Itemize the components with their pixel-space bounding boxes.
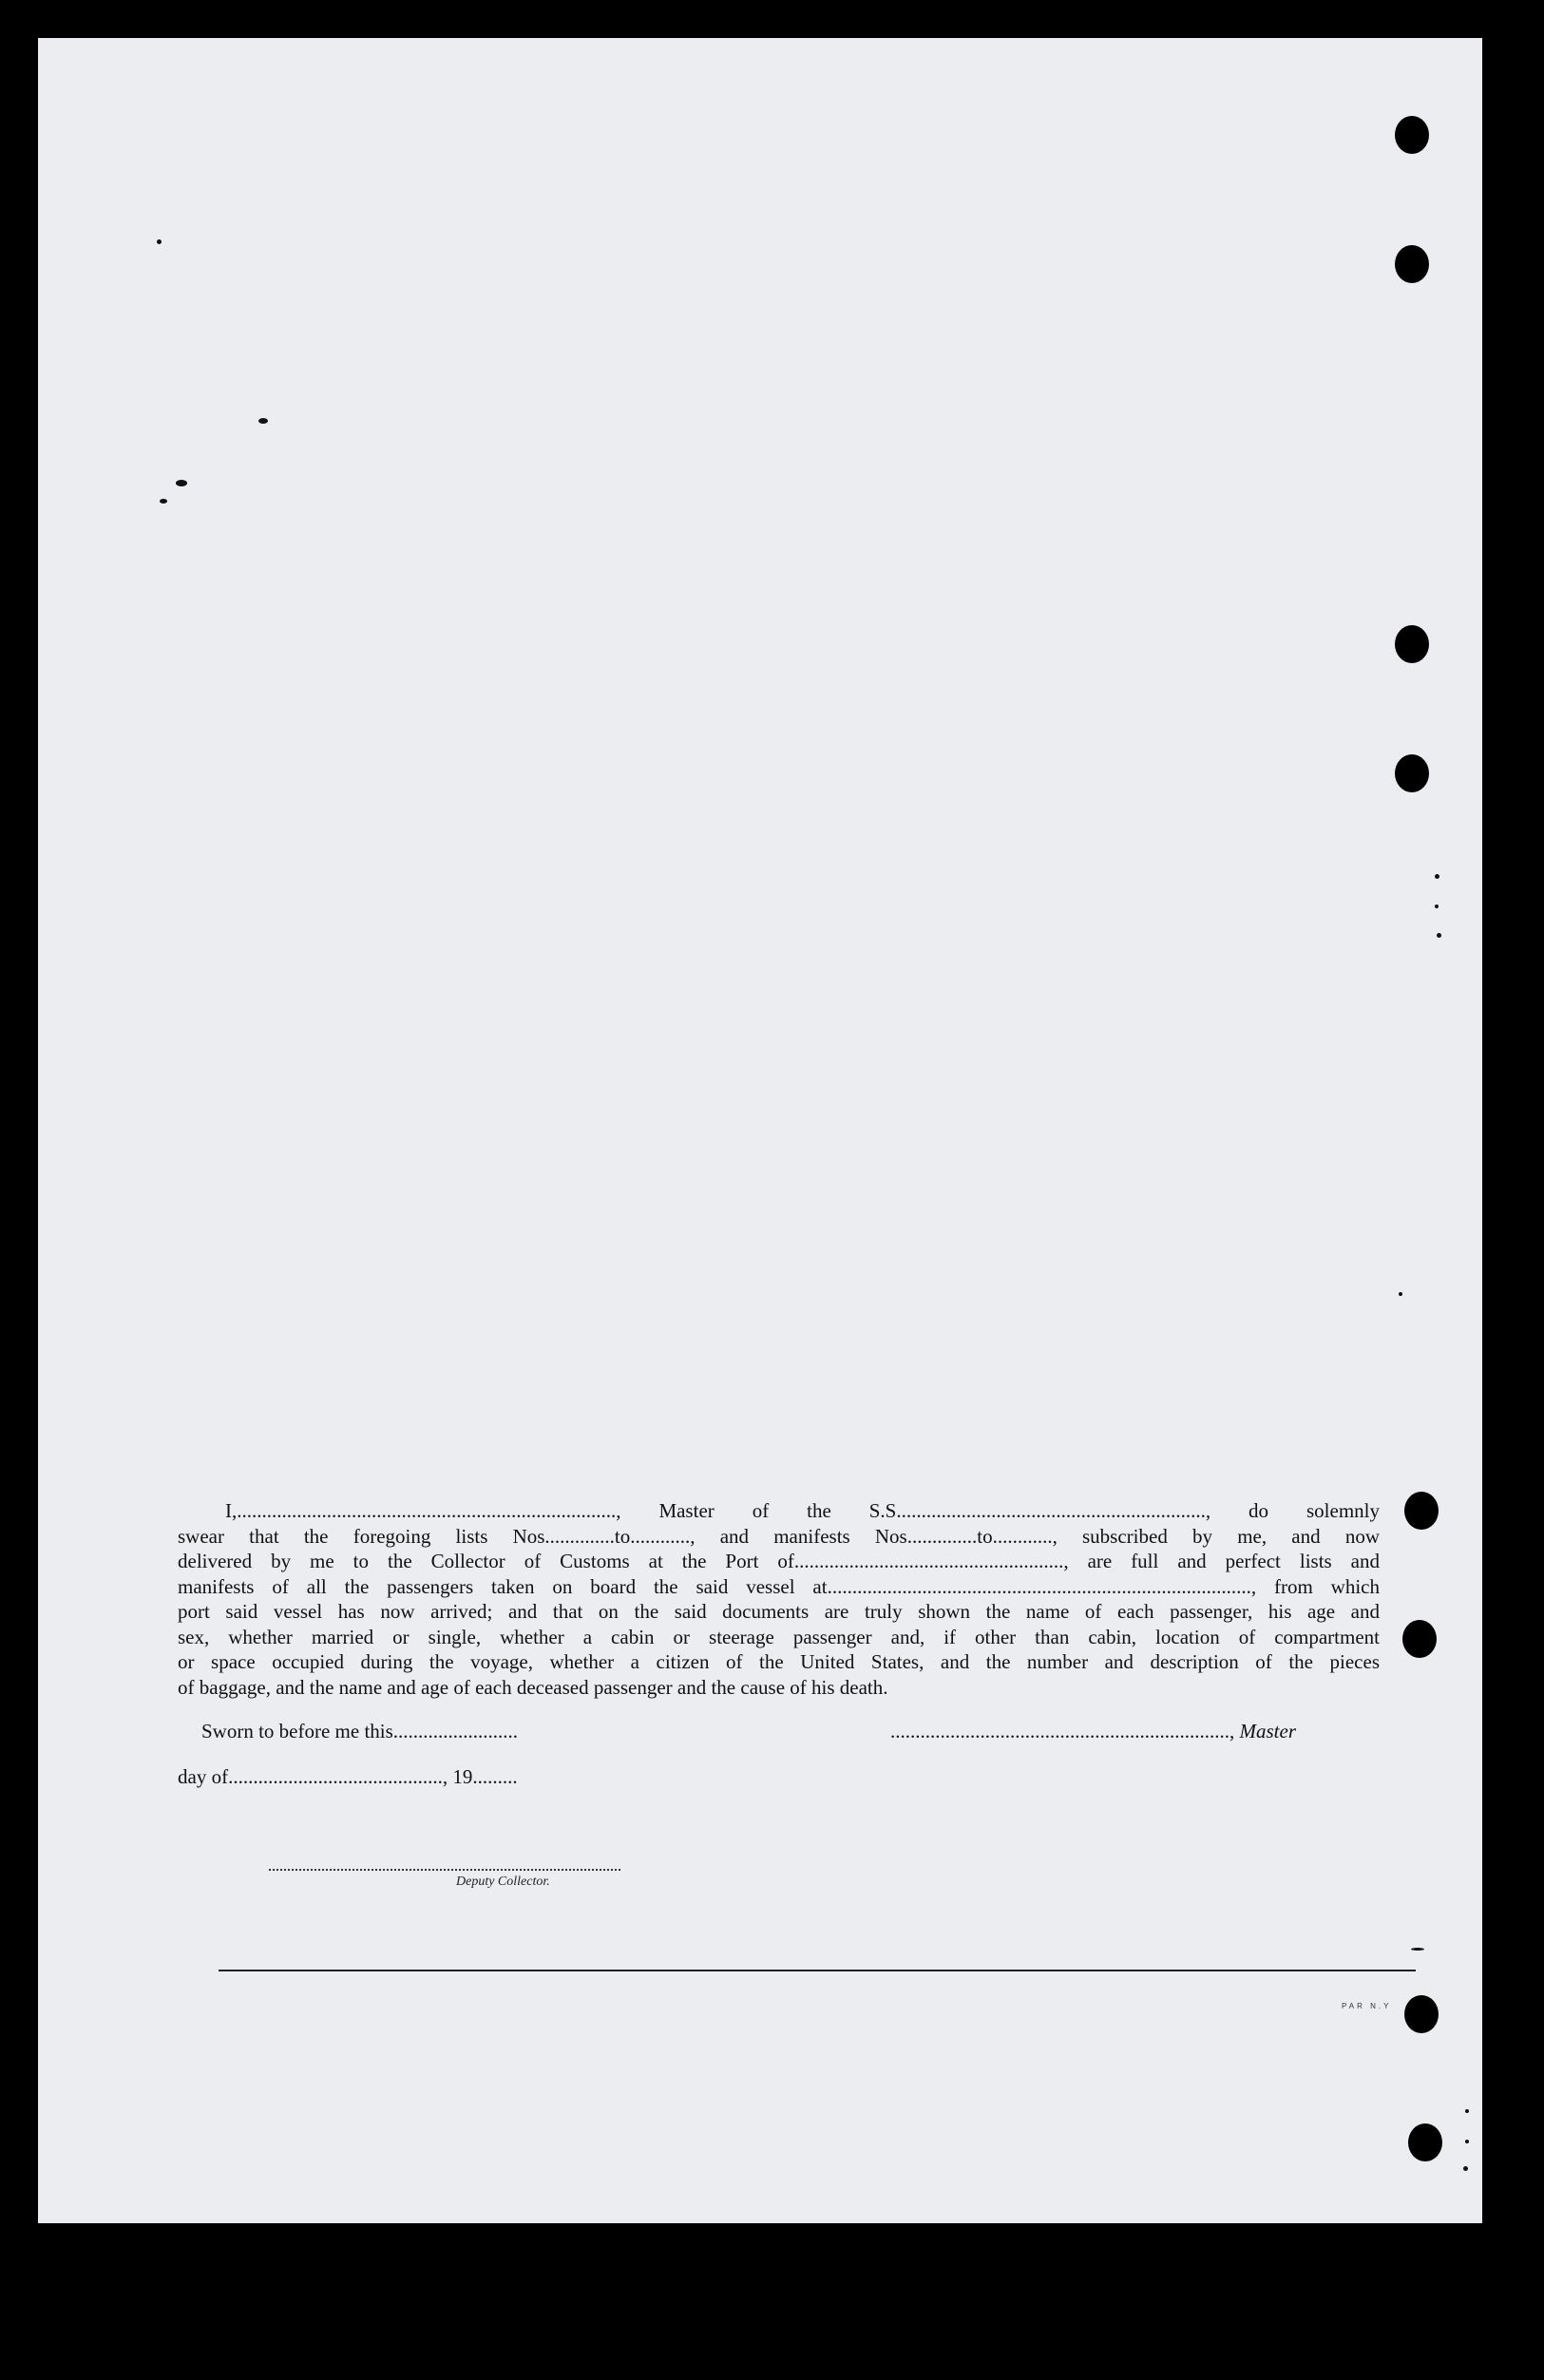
punch-hole [1404, 1492, 1439, 1530]
scan-speck [1435, 874, 1439, 879]
oath-paragraph [178, 1498, 1380, 1700]
scan-speck [1437, 933, 1441, 938]
master-label: Master [1239, 1720, 1296, 1742]
horizontal-rule [219, 1970, 1416, 1971]
scan-speck [176, 480, 187, 486]
punch-hole [1395, 625, 1429, 663]
oath-line: or space occupied during the voyage, whether a citizen of the United States, and the number and description of the pieces [178, 1650, 1380, 1673]
oath-line: of baggage, and the name and age of each deceased passenger and the cause of his death. [178, 1675, 888, 1699]
scan-speck [1465, 2140, 1469, 2143]
punch-hole [1402, 1620, 1437, 1658]
scan-speck [1435, 904, 1439, 908]
printer-mark: PAR N.Y [1342, 2002, 1392, 2010]
scan-speck [1465, 2109, 1469, 2113]
punch-hole [1404, 1995, 1439, 2033]
scan-speck [258, 418, 268, 424]
deputy-collector-label: Deputy Collector. [456, 1875, 550, 1889]
sworn-statement [201, 1720, 518, 1743]
day-line [178, 1765, 518, 1789]
master-signature [890, 1720, 1296, 1743]
scan-speck [1411, 1948, 1424, 1951]
punch-hole [1395, 245, 1429, 283]
day-text: day of..........................................., 19......... [178, 1765, 518, 1788]
master-signature-line: ...................................................................., [890, 1720, 1240, 1742]
oath-line: manifests of all the passengers taken on board the said vessel at....................................................................................., from which [178, 1574, 1380, 1598]
scan-speck [160, 499, 167, 504]
sworn-text: Sworn to before me this......................... [201, 1720, 519, 1742]
oath-line: delivered by me to the Collector of Customs at the Port of......................................................, are full and perfect lists and [178, 1550, 1380, 1572]
oath-line: swear that the foregoing lists Nos..............to............, and manifests Nos..............to............, subscribed by me, and now [178, 1524, 1380, 1548]
scan-speck [157, 239, 162, 244]
oath-line: I,............................................................................, Master of the S.S.............................................................., do solemnly [225, 1499, 1380, 1522]
document-paper [38, 38, 1482, 2223]
oath-line: sex, whether married or single, whether a cabin or steerage passenger and, if other than cabin, location of compartment [178, 1625, 1380, 1648]
oath-line: port said vessel has now arrived; and that on the said documents are truly shown the name of each passenger, his age and [178, 1600, 1380, 1623]
punch-hole [1408, 2123, 1442, 2161]
punch-hole [1395, 754, 1429, 792]
deputy-signature-line [269, 1869, 620, 1871]
scan-speck [1399, 1292, 1402, 1296]
punch-hole [1395, 116, 1429, 154]
scan-speck [1463, 2166, 1468, 2171]
